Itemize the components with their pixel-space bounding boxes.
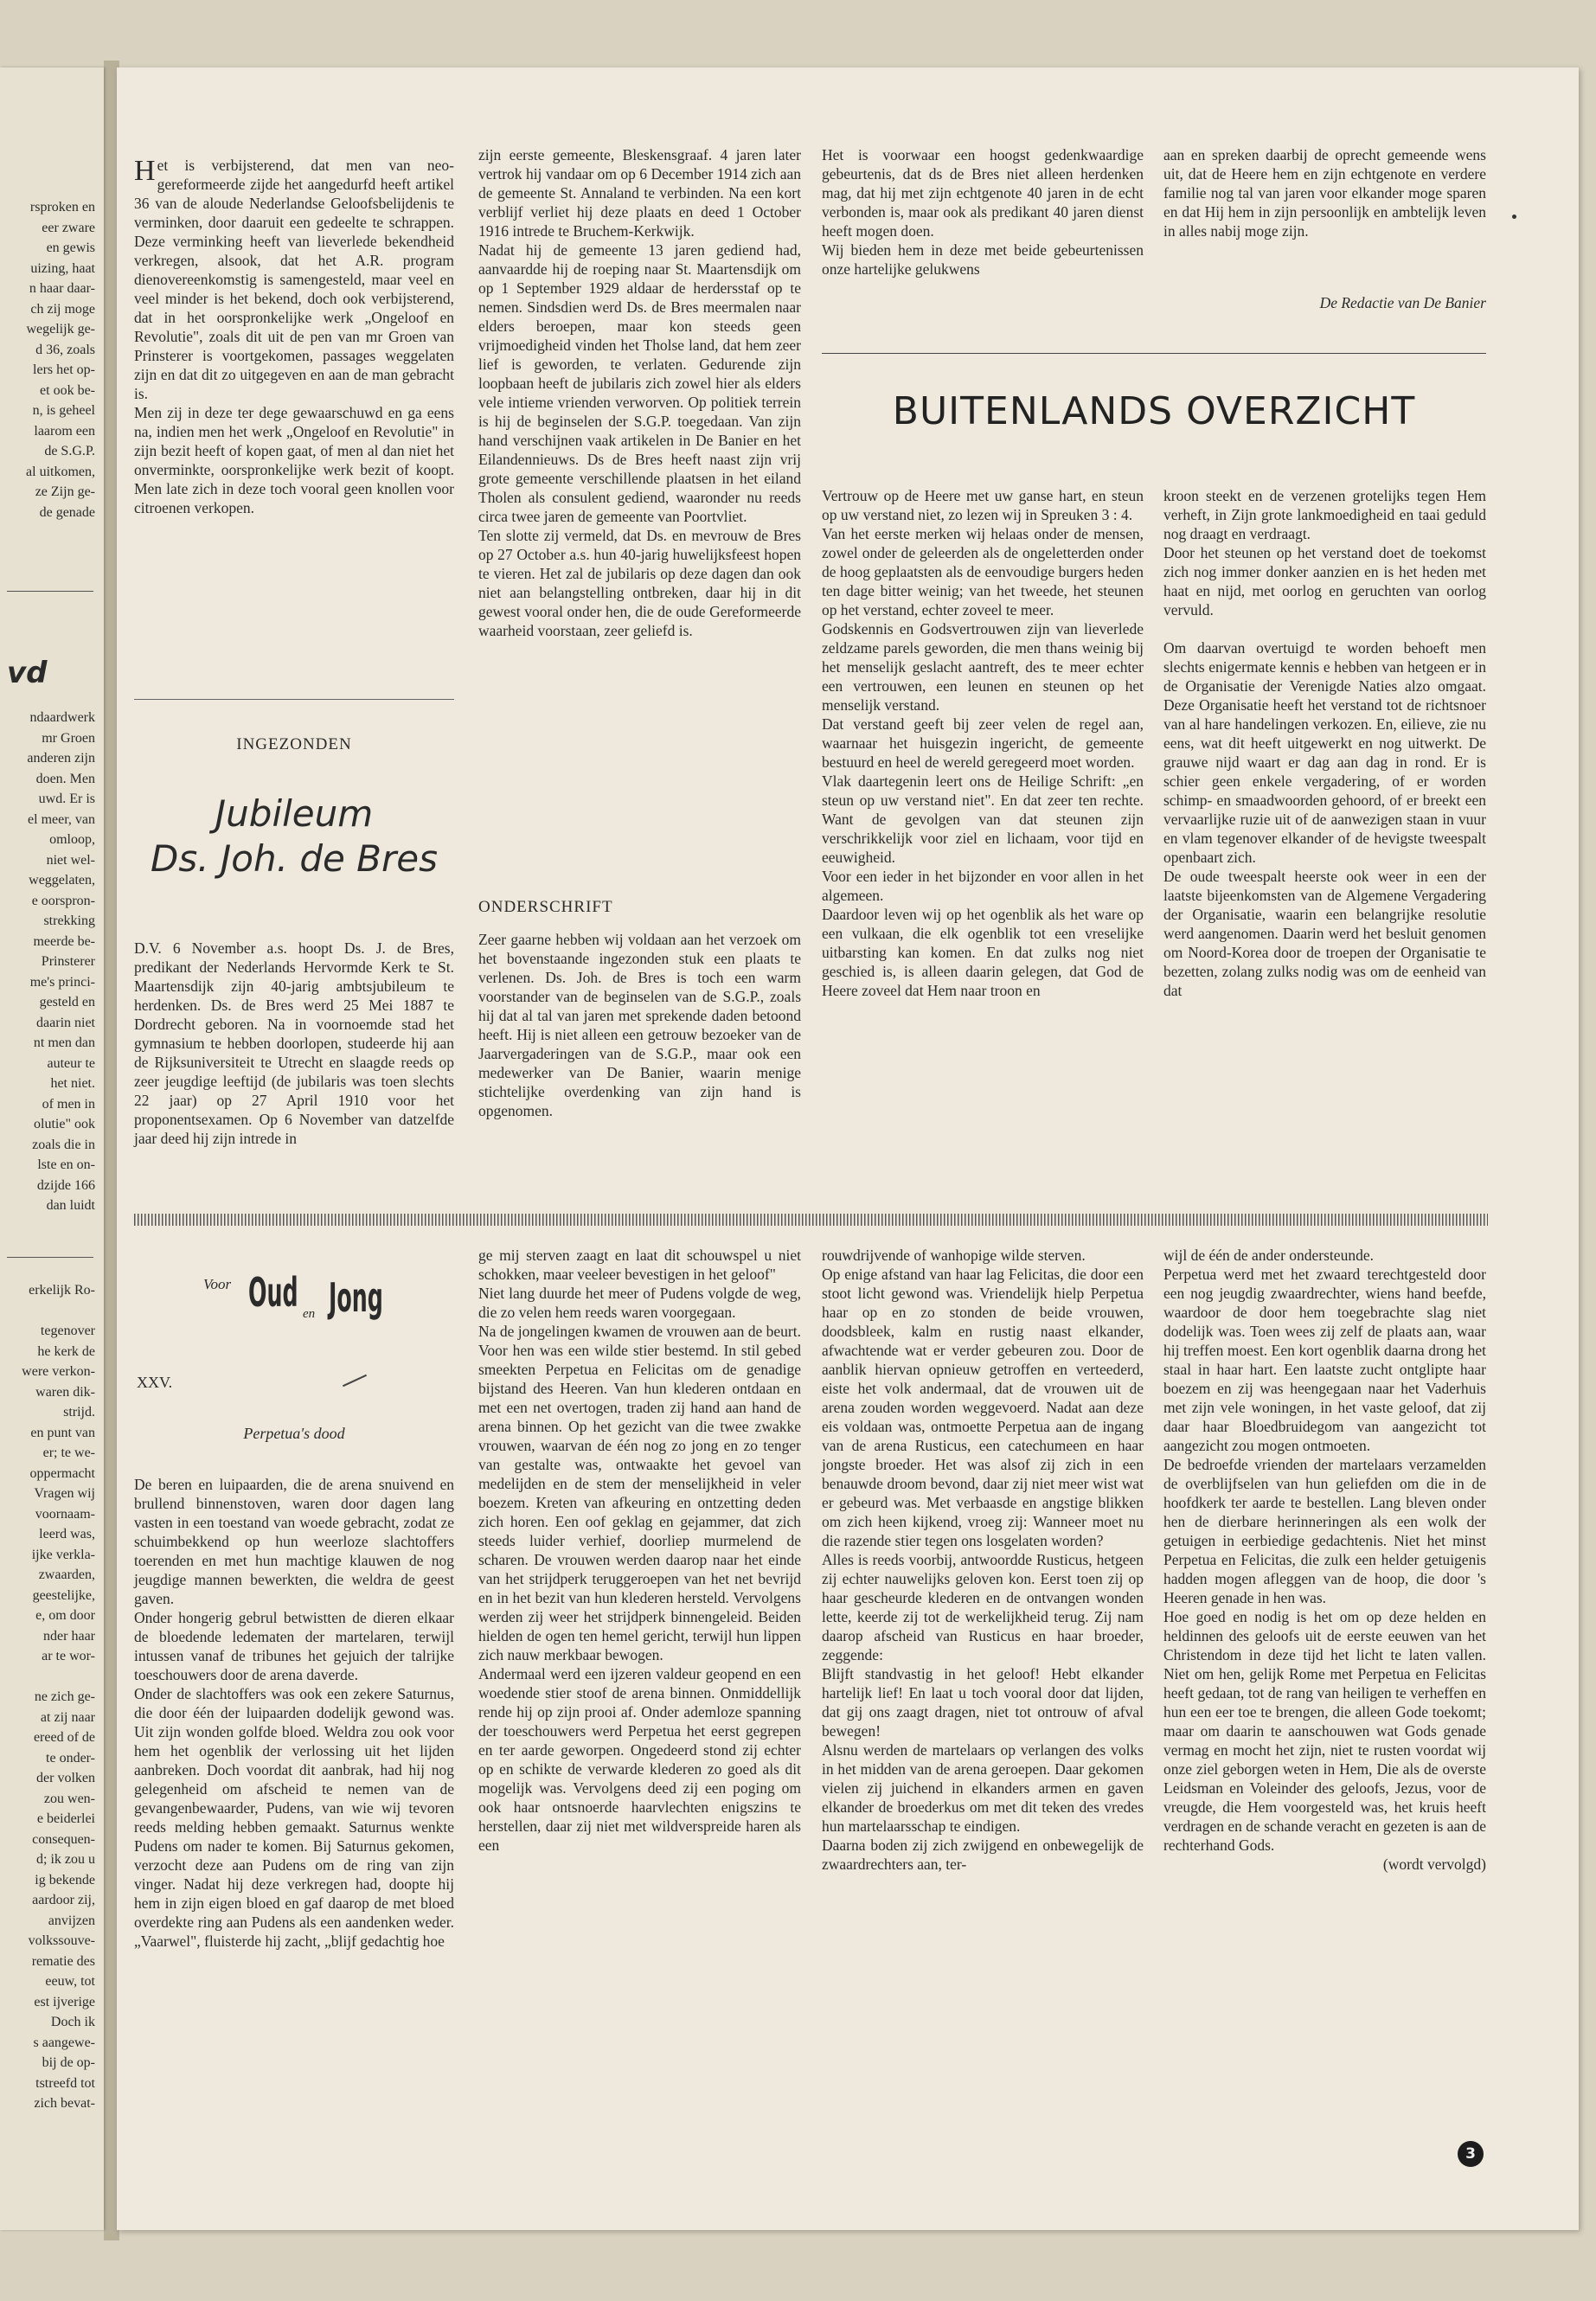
prev-page-line: gesteld en bbox=[39, 995, 95, 1009]
prev-page-rule-2 bbox=[7, 1257, 93, 1258]
prev-page-line: rematie des bbox=[31, 1953, 95, 1969]
article-jubileum-continued bbox=[478, 145, 801, 640]
paragraph: De oude tweespalt heerste ook weer in een der laatste bijeenkomsten van de Algemene Vergadering der Organisatie, waarin een belangrijke resolutie werd aangenomen. Daarin werd het besluit genomen om Noord-Korea door de troepen der Organisatie te bezetten, zolang zulks nodig was om de eenheid van dat bbox=[1163, 868, 1486, 999]
article-text-2: Men zij in deze ter dege gewaarschuwd en ga eens na, indien men het werk „Ongeloof en Revolutie" in zijn bezit heeft of kopen gaat, of men al dan niet het onverminkte, oorspronkelijke werk bezit of koopt. Men late zich in deze toch vooral geen knollen voor citroenen verkopen. bbox=[134, 404, 454, 516]
prev-page-line: Vragen wij bbox=[34, 1486, 95, 1501]
article-jubileum-start bbox=[134, 939, 454, 1148]
previous-page-edge bbox=[0, 67, 104, 2230]
prev-page-line: strekking bbox=[43, 913, 95, 928]
paragraph: Alles is reeds voorbij, antwoordde Rusticus, hetgeen zij echter nauwelijks geloven kon. Eerst toen zij op haar gescheurde klederen en de ontvangen wonden lette, keerde zij tot de werkelijkheid terug. Zij nam daarop afscheid van Rusticus en haar broeder, zeggende: bbox=[822, 1551, 1144, 1663]
divider-rule bbox=[134, 699, 454, 700]
prev-page-line: dan luidt bbox=[46, 1198, 95, 1213]
prev-page-line: auteur te bbox=[47, 1055, 95, 1071]
prev-page-line: strijd. bbox=[63, 1405, 95, 1420]
paragraph: Hoe goed en nodig is het om op deze helden en heldinnen des geloofs uit de eerste eeuwen van het Christendom in deze tijd het licht te laten vallen. Niet om hen, gelijk Rome met Perpetua en Felicitas heeft gedaan, tot de rang van heiligen te verheffen en hun een eer toe te brengen, die alleen Gode toekomt; maar om daarin te aanschouwen wat Gods genade vermag en mocht het zijn, niet te rusten voordat wij onze ziel geborgen weten in Hem, Die als de overste Leidsman en Voleinder des geloofs, Jezus, voor de vreugde, die Hem voorgesteld was, het kruis heeft verdragen en de schande veracht en gezeten is aan de rechterhand Gods. bbox=[1163, 1608, 1486, 1854]
prev-page-line: et ook be- bbox=[40, 382, 95, 398]
paragraph: Door het steunen op het verstand doet de toekomst zich nog immer donker aanzien en is het heden met haat en nijd, met oorlog en geruchten van oorlog vervuld. bbox=[1163, 544, 1486, 619]
divider-rule bbox=[822, 353, 1486, 354]
prev-page-line: bij de op- bbox=[42, 2055, 95, 2070]
prev-page-line: nt men dan bbox=[33, 1035, 95, 1050]
page-number: 3 bbox=[1458, 2141, 1484, 2167]
paragraph: rouwdrijvende of wanhopige wilde sterven. bbox=[822, 1247, 1086, 1264]
prev-page-line: aardoor zij, bbox=[32, 1893, 95, 1907]
article-text: Zeer gaarne hebben wij voldaan aan het verzoek om het bovenstaande ingezonden stuk een plaats te verlenen. Ds. Joh. de Bres is toch een warm voorstander van de beginselen van de S.G.P., zoals hij dat al tal van jaren met sprekende daden betoond heeft. Hij is niet alleen een getrouw bezoeker van de Jaarvergaderingen van de S.G.P., maar ook een medewerker van De Banier, waarin menige stichtelijke overdenking van zijn hand is opgenomen. bbox=[478, 931, 801, 1119]
paragraph: Daarna boden zij zich zwijgend en onbewegelijk de zwaardrechters aan, ter- bbox=[822, 1836, 1144, 1873]
prev-page-line: daarin niet bbox=[36, 1015, 95, 1030]
prev-page-line: ch zij moge bbox=[30, 301, 95, 317]
article-onderschrift bbox=[478, 930, 801, 1120]
prev-page-line: anderen zijn bbox=[27, 751, 95, 766]
rubric-word-jong: Jong bbox=[329, 1274, 383, 1321]
prev-page-line: zich bevat- bbox=[34, 2096, 95, 2111]
paragraph: De beren en luipaarden, die de arena snuivend en brullend binnenstoven, waren door dagen lang vasten in een toestand van woede gebracht, zodat ze schuimbekkend op hun weerloze slachtoffers toerenden en met hun machtige klauwen de nog jeugdige mannen bewerkten, die weldra de geest gaven. bbox=[134, 1476, 454, 1607]
paragraph: Dat verstand geeft bij zeer velen de regel aan, waarnaar het huisgezin ingericht, de gemeente bestuurd en heel de wereld geregeerd moet worden. bbox=[822, 715, 1144, 771]
prev-page-mid-lines bbox=[0, 708, 95, 1216]
prev-page-line: zwaarden, bbox=[38, 1567, 95, 1582]
prev-page-line: weggelaten, bbox=[29, 873, 95, 888]
article-text-2: Wij bieden hem in deze met beide gebeurtenissen onze hartelijke gelukwens bbox=[822, 241, 1144, 278]
prev-page-line: mr Groen bbox=[42, 730, 95, 746]
paragraph: Onder de slachtoffers was ook een zekere Saturnus, die door één der luipaarden dodelijk gewond was. Uit zijn wonden golfde bloed. Weldra zou ook voor hem het ogenblik der verlossing uit het lijden aanbreken. Doch voordat dit aanbrak, had hij nog gelegenheid om afscheid te nemen van de gevangenbewaarder, Pudens, van wie wij tevoren reeds melding hebben gemaakt. Saturnus wenkte Pudens om nader te komen. Bij Saturnus gekomen, verzocht deze aan Pudens om de ring van zijn vinger. Nadat hij deze verkregen had, doopte hij hem in zijn eigen bloed en gaf daarop de met bloed overdekte ring aan Pudens als een aandenken weder. „Vaarwel", fluisterde hij zacht, „blijf gedachtig hoe bbox=[134, 1685, 454, 1950]
prev-page-heading: vd bbox=[7, 656, 48, 690]
prev-page-line bbox=[0, 1667, 95, 1688]
paragraph: Perpetua werd met het zwaard terechtgesteld door een nog jeugdig zwaardrechter, wiens hand beefde, waardoor de door hem toegebrachte slag niet dodelijk was. Toen wees zij zelf de plaats aan, waar hij treffen moest. Een kort ogenblik daarna drong het staal in haar hart. Een laatste zucht ontglipte haar boezem en zij was heengegaan naar het Vaderhuis met zijn vele woningen, in het vaste geloof, dat zij daar haar Bloedbruidegom van aangezicht tot aangezicht zou mogen ontmoeten. bbox=[1163, 1266, 1486, 1454]
prev-page-line: wegelijk ge- bbox=[26, 322, 95, 336]
prev-page-line: ig bekende bbox=[35, 1872, 95, 1888]
prev-page-line: were verkon- bbox=[22, 1364, 95, 1379]
prev-page-line: lers het op- bbox=[33, 362, 95, 377]
prev-page-line: at zij naar bbox=[40, 1709, 95, 1725]
article-text: zijn eerste gemeente, Bleskensgraaf. 4 jaren later vertrok hij vandaar om op 6 December 1914 zich aan de gemeente St. Annaland te verbinden. Na een kort verblijf verliet hij deze plaats en deed 1 October 1916 intrede te Bruchem-Kerkwijk. bbox=[478, 146, 801, 240]
prev-page-line: of men in bbox=[42, 1096, 95, 1112]
prev-page-line: erkelijk Ro- bbox=[29, 1283, 95, 1298]
prev-page-line: meerde be- bbox=[33, 933, 95, 949]
article-text: et is verbijsterend, dat men van neo-gereformeerde zijde het aangedurfd heeft artikel 36 van de aloude Nederlandse Geloofsbelijdenis te verminken, door daaruit een gedeelte te schrappen. Deze verminking heeft van lieverlede bekendheid verkregen, alsook, dat het A.R. program dienovereenkomstig is samengesteld, maar veel en veel minder is het bekend, doch ook verbijsterend, dat in het oorspronkelijke werk „Ongeloof en Revolutie", zoals dit uit de pen van mr Groen van Prinsterer is voortgekomen, passages weggelaten zijn en dat dit zo uitgegeven en aan de man gebracht is. bbox=[134, 157, 454, 402]
section-label-ingezonden: INGEZONDEN bbox=[236, 735, 352, 753]
prev-page-line: ijke verkla- bbox=[31, 1547, 95, 1562]
headline-buitenlands-overzicht: BUITENLANDS OVERZICHT bbox=[892, 389, 1416, 433]
prev-page-line: en gewis bbox=[46, 240, 95, 255]
prev-page-line: te onder- bbox=[46, 1750, 95, 1766]
prev-page-line: n, is geheel bbox=[32, 403, 95, 418]
prev-page-line: consequen- bbox=[32, 1831, 95, 1847]
paragraph: Daardoor leven wij op het ogenblik als het ware op een vulkaan, die elk ogenblik tot een vreselijke uitbarsting kan komen. En dat zulks nog niet geschied is, is alleen daarin gelegen, dat God de Heere zoveel dat Hem naar troon en bbox=[822, 906, 1144, 999]
prev-page-line: d; ik zou u bbox=[36, 1852, 95, 1867]
paragraph: Andermaal werd een ijzeren valdeur geopend en een woedende stier stoof de arena binnen. Onmiddellijk rende hij op zijn prooi af. Onder ademloze spanning der toeschouwers werd Perpetua het eerst gegrepen en ter aarde geworpen. Ongedeerd stond zij echter op en schikte de verwarde klederen zo goed als dit mogelijk was. Vervolgens deed zij een poging om ook haar ontsnoerde haarvlechten enigszins te herstellen, daar zij niet met wildverspreide haren als een bbox=[478, 1665, 801, 1854]
paragraph: Voor een ieder in het bijzonder en voor allen in het algemeen. bbox=[822, 868, 1144, 904]
article-text: aan en spreken daarbij de oprecht gemeende wens uit, dat de Heere hem en zijn echtgenote en verdere familie nog tal van jaren voor elkander moge sparen en dat Hij hem in zijn persoonlijk en ambtelijk leven in alles nabij moge zijn. bbox=[1163, 146, 1486, 240]
prev-page-line: ereed of de bbox=[33, 1730, 95, 1745]
story-col-1 bbox=[134, 1475, 454, 1951]
prev-page-line: nder haar bbox=[43, 1628, 95, 1644]
article-text-3: Ten slotte zij vermeld, dat Ds. en mevrouw de Bres op 27 October a.s. hun 40-jarig huwelijksfeest hopen te vieren. Het zal de jubilaris op deze dagen dan ook niet aan belangstelling ontbreken, daar hij in dit gewest vooral onder hen, die de oude Gereformeerde waarheid voorstaan, zeer geliefd is. bbox=[478, 527, 801, 639]
paragraph: Van het eerste merken wij helaas onder de mensen, zowel onder de geleerden als de ongeletterden onder de hoog geplaatsten als de eenvoudige burgers heden ten dage bitter weinig; van het tweede, het steunen op het verstand, echter zoveel te meer. bbox=[822, 525, 1144, 619]
rubric-word-voor: Voor bbox=[203, 1276, 232, 1292]
paragraph: Onder hongerig gebrul betwistten de dieren elkaar de bloedende ledematen der martelaren, terwijl intussen vanaf de tribunes het gejuich der talrijke toeschouwers door de arena daverde. bbox=[134, 1609, 454, 1683]
chapter-subtitle: Perpetua's dood bbox=[243, 1425, 345, 1442]
prev-page-line: der volken bbox=[36, 1771, 95, 1785]
article-buitenlands-col-a bbox=[822, 486, 1144, 1000]
paragraph: Godskennis en Godsvertrouwen zijn van lieverlede zeldzame parels geworden, die men thans weinig bij het menselijk geslacht aantreft, des te meer echter een vertrouwen, een leunen en steunen op het menselijk verstand. bbox=[822, 620, 1144, 714]
paragraph: Vlak daartegenin leert ons de Heilige Schrift: „en steun op uw verstand niet". En dat zeer ten rechte. Want de gevolgen van dat steunen zijn verschrikkelijk voor ziel en lichaam, voor tijd en eeuwigheid. bbox=[822, 772, 1144, 866]
prev-page-line: er; te we- bbox=[42, 1445, 95, 1460]
prev-page-line: olutie" ook bbox=[34, 1117, 95, 1131]
prev-page-line: ndaardwerk bbox=[29, 710, 95, 725]
prev-page-bottom-lines bbox=[0, 1280, 95, 2114]
prev-page-line: en punt van bbox=[30, 1425, 95, 1440]
paragraph: Om daarvan overtuigd te worden behoeft men slechts enigermate kennis e hebben van hetgeen er in de Organisatie der Verenigde Naties alzo omgaat. Deze Organisatie heeft het verstand tot de richtsnoer van al hare handelingen verkozen. En, eilieve, zie nu eens, wat dit heeft uitgewerkt en nog uitwerkt. De grauwe nijd waart er dag aan dag in rond. Er is schier geen enkele vergadering, of er worden schimp- en smaadwoorden gehoord, of er breekt een vervaarlijke ruzie uit of de aanwezigen staan in vuur en vlam tegenover elkander of de hevigste tweespalt openbaart zich. bbox=[1163, 639, 1486, 866]
prev-page-line: laarom een bbox=[34, 423, 95, 439]
prev-page-line: voornaam- bbox=[35, 1506, 95, 1522]
article-text: D.V. 6 November a.s. hoopt Ds. J. de Bres, predikant der Nederlands Hervormde Kerk te St. Maartensdijk zijn 40-jarig ambtsjubileum te herdenken. Ds. de Bres werd 25 Mei 1887 te Dordrecht geboren. Na in voornoemde stad het gymnasium te hebben doorlopen, studeerde hij aan de Rijksuniversiteit te Utrecht en slaagde reeds op zeer jeugdige leeftijd (de jubilaris was toen slechts 22 jaar) op 27 April 1910 voor het proponentsexamen. Op 6 November van datzelfde jaar deed hij zijn intrede in bbox=[134, 939, 454, 1147]
dropcap: H bbox=[134, 155, 156, 187]
prev-page-line: s aangewe- bbox=[33, 2035, 95, 2050]
headline-line-2: Ds. Joh. de Bres bbox=[151, 837, 438, 880]
prev-page-line: ar te wor- bbox=[42, 1649, 95, 1663]
prev-page-line: lste en on- bbox=[37, 1157, 95, 1172]
rubric-word-oud: Oud bbox=[248, 1269, 298, 1316]
hatched-divider bbox=[134, 1214, 1488, 1226]
paragraph: Vertrouw op de Heere met uw ganse hart, en steun op uw verstand niet, zo lezen wij in Spreuken 3 : 4. bbox=[822, 487, 1144, 523]
story-col-4 bbox=[1163, 1246, 1486, 1874]
prev-page-line: al uitkomen, bbox=[26, 464, 95, 479]
prev-page-line: eer zware bbox=[42, 220, 95, 235]
section-label-onderschrift: ONDERSCHRIFT bbox=[478, 898, 613, 916]
prev-page-line: tegenover bbox=[40, 1324, 95, 1338]
prev-page-line: waren dik- bbox=[35, 1384, 95, 1400]
prev-page-line: me's princi- bbox=[29, 974, 95, 990]
prev-page-line: rsproken en bbox=[29, 200, 95, 215]
prev-page-line: zou wen- bbox=[43, 1791, 95, 1806]
paragraph: Niet lang duurde het meer of Pudens volgde de weg, die zo velen hem reeds waren voorgegaan. bbox=[478, 1285, 801, 1321]
paragraph: ge mij sterven zaagt en laat dit schouwspel u niet schokken, maar veeleer bevestigen in het geloof" bbox=[478, 1247, 801, 1283]
article-onderschrift-continued bbox=[822, 145, 1144, 279]
paragraph: Alsnu werden de martelaars op verlangen des volks in het midden van de arena geroepen. Daar gekomen vielen zij juichend in elkanders armen en gaven elkander de broederkus om met dit teken des vredes hun martelaarsschap te eindigen. bbox=[822, 1741, 1144, 1835]
prev-page-rule bbox=[7, 591, 93, 592]
prev-page-line: uizing, haat bbox=[30, 260, 95, 276]
ink-dot bbox=[1512, 215, 1516, 219]
prev-page-line: eeuw, tot bbox=[45, 1974, 95, 1989]
article-buitenlands-col-b bbox=[1163, 486, 1486, 1000]
article-onderschrift-end bbox=[1163, 145, 1486, 240]
paragraph: De bedroefde vrienden der martelaars verzamelden de overblijfselen van hun geliefden om die in de hoofdkerk ter aarde te bestellen. Lang bleven onder hen de dierbare herinneringen als een wolk der getuigen in eerbiedige gedachtenis. Niet het minst Perpetua en Felicitas, die zulk een helder getuigenis hadden mogen afleggen van de hoop, die door 's Heeren genade in hen was. bbox=[1163, 1456, 1486, 1606]
prev-page-line: niet wel- bbox=[46, 852, 95, 868]
paragraph: Blijft standvastig in het geloof! Hebt elkander hartelijk lief! En laat u toch vooral door dat lijden, dat gij ons zaagt dragen, niet tot ontrouw of afval bewegen! bbox=[822, 1665, 1144, 1740]
prev-page-line: Prinsterer bbox=[41, 954, 95, 969]
prev-page-line: d 36, zoals bbox=[35, 342, 95, 357]
headline-line-1: Jubileum bbox=[215, 792, 374, 835]
to-be-continued: (wordt vervolgd) bbox=[1382, 1856, 1486, 1873]
prev-page-line: ze Zijn ge- bbox=[35, 484, 95, 499]
article-text-2: Nadat hij de gemeente 13 jaren gediend had, aanvaardde hij de roeping naar St. Maartensdijk om op 1 September 1929 aldaar de herdersstaf op te nemen. Sindsdien werd Ds. de Bres meermalen naar elders beroepen, maar kon steeds geen vrijmoedigheid vinden het Tholse land, dat hem zeer lief is geworden, te verlaten. Gedurende zijn loopbaan heeft de jubilaris zich zowel hier als elders vele intieme vrienden verworven. Op politiek terrein is hij de beginselen der S.G.P. toegedaan. Van zijn hand verschijnen vaak artikelen in De Banier en het Eilandennieuws. Ds de Bres heeft naast zijn vrij grote gemeente verschillende plaatsen in het eiland Tholen als consulent gediend, waaronder nu reeds circa twee jaren de gemeente van Poortvliet. bbox=[478, 241, 801, 525]
prev-page-line: anvijzen bbox=[48, 1913, 95, 1928]
story-col-3 bbox=[822, 1246, 1144, 1874]
prev-page-line: leerd was, bbox=[39, 1527, 95, 1541]
prev-page-line: ne zich ge- bbox=[34, 1689, 95, 1704]
prev-page-line: e, om door bbox=[35, 1608, 95, 1623]
paragraph: Na de jongelingen kwamen de vrouwen aan de beurt. Voor hen was een wilde stier bestemd. In stil gebed smeekten Perpetua en Felicitas om de genadige bijstand des Heeren. Van hun klederen ontdaan en met een net overtogen, traden zij hand aan hand de arena binnen. Op het gezicht van die twee zwakke vrouwen, waarvan de één nog zo jong en zo tenger van gestalte was, ontwaakte het gevoel van medelijden en de stem der menselijkheid in veler boezem. Kreten van afkeuring en ontzetting deden zich horen. Een oof geklag en gejammer, dat zich steeds luider verhief, doorliep murmelend de scharen. De vrouwen werden daarop naar het einde van het strijdperk teruggeroepen van het net bevrijd en in het bezit van hun klederen hersteld. Vervolgens werden zij weer het strijdperk binnengeleid. Beiden hielden de ogen ten hemel gericht, terwijl hun lippen zich nauw merkbaar bewogen. bbox=[478, 1323, 801, 1663]
prev-page-line: doen. Men bbox=[35, 771, 95, 786]
prev-page-line: uwd. Er is bbox=[38, 792, 95, 806]
paragraph: kroon steekt en de verzenen grotelijks tegen Hem verheft, in Zijn grote lankmoedigheid en taai geduld nog draagt en verdraagt. bbox=[1163, 487, 1486, 542]
prev-page-line: e oorspron- bbox=[31, 893, 95, 908]
prev-page-line: het niet. bbox=[50, 1076, 95, 1091]
paragraph: Op enige afstand van haar lag Felicitas, die door een stoot licht gewond was. Vriendelijk hielp Perpetua haar op en zo stonden de beide vrouwen, doodsbleek, kalm en rustig naast elkander, afwachtende wat er verder gebeuren zou. Door de aanblik hiervan opnieuw getroffen en verteederd, eiste het volk andermaal, dat de vrouwen uit de arena zouden worden weggevoerd. Nadat aan deze eis voldaan was, ontmoette Perpetua aan de ingang van de arena Rusticus, een catechumeen en haar jongste broeder. Het was alsof zij zich in een benauwde droom bevond, daar zij niet meer wist wat er gebeurd was. Met verbaasde en angstige blikken om zich heen kijkend, vroeg zij: Wanneer moet nu die razende stier tegen ons losgelaten worden? bbox=[822, 1266, 1144, 1549]
headline-jubileum bbox=[134, 792, 454, 881]
prev-page-line: est ijverige bbox=[34, 1994, 95, 2009]
prev-page-line: zoals die in bbox=[32, 1137, 95, 1152]
prev-page-line: el meer, van bbox=[28, 811, 95, 827]
prev-page-line: oppermacht bbox=[29, 1465, 95, 1481]
prev-page-line: tstreefd tot bbox=[35, 2075, 95, 2091]
chapter-number: XXV. bbox=[137, 1374, 173, 1391]
rubric-voor-oud-en-jong bbox=[203, 1269, 445, 1336]
rubric-word-en: en bbox=[303, 1307, 316, 1321]
prev-page-line: volkssouve- bbox=[28, 1933, 95, 1948]
article-neo-gereformeerd bbox=[134, 156, 454, 517]
prev-page-line bbox=[0, 1301, 95, 1322]
prev-page-line: Doch ik bbox=[50, 2015, 95, 2029]
prev-page-line: de S.G.P. bbox=[44, 444, 95, 458]
prev-page-line: omloop, bbox=[49, 832, 95, 847]
prev-page-line: he kerk de bbox=[37, 1343, 95, 1359]
story-col-2 bbox=[478, 1246, 801, 1855]
prev-page-top-lines bbox=[0, 197, 95, 522]
signature-redactie: De Redactie van De Banier bbox=[1319, 294, 1486, 311]
prev-page-line: n haar daar- bbox=[29, 281, 95, 296]
article-text: Het is voorwaar een hoogst gedenkwaardige gebeurtenis, dat ds de Bres niet alleen herdenken mag, dat hij met zijn echtgenote 40 jaren in de echt verbonden is, maar ook als predikant 40 jaren dienst heeft mogen doen. bbox=[822, 146, 1144, 240]
prev-page-line: dzijde 166 bbox=[36, 1177, 95, 1193]
prev-page-line: geestelijke, bbox=[32, 1587, 95, 1603]
prev-page-line: e beiderlei bbox=[36, 1811, 95, 1826]
prev-page-line: de genade bbox=[39, 504, 95, 520]
paragraph: wijl de één de ander ondersteunde. bbox=[1163, 1247, 1374, 1264]
